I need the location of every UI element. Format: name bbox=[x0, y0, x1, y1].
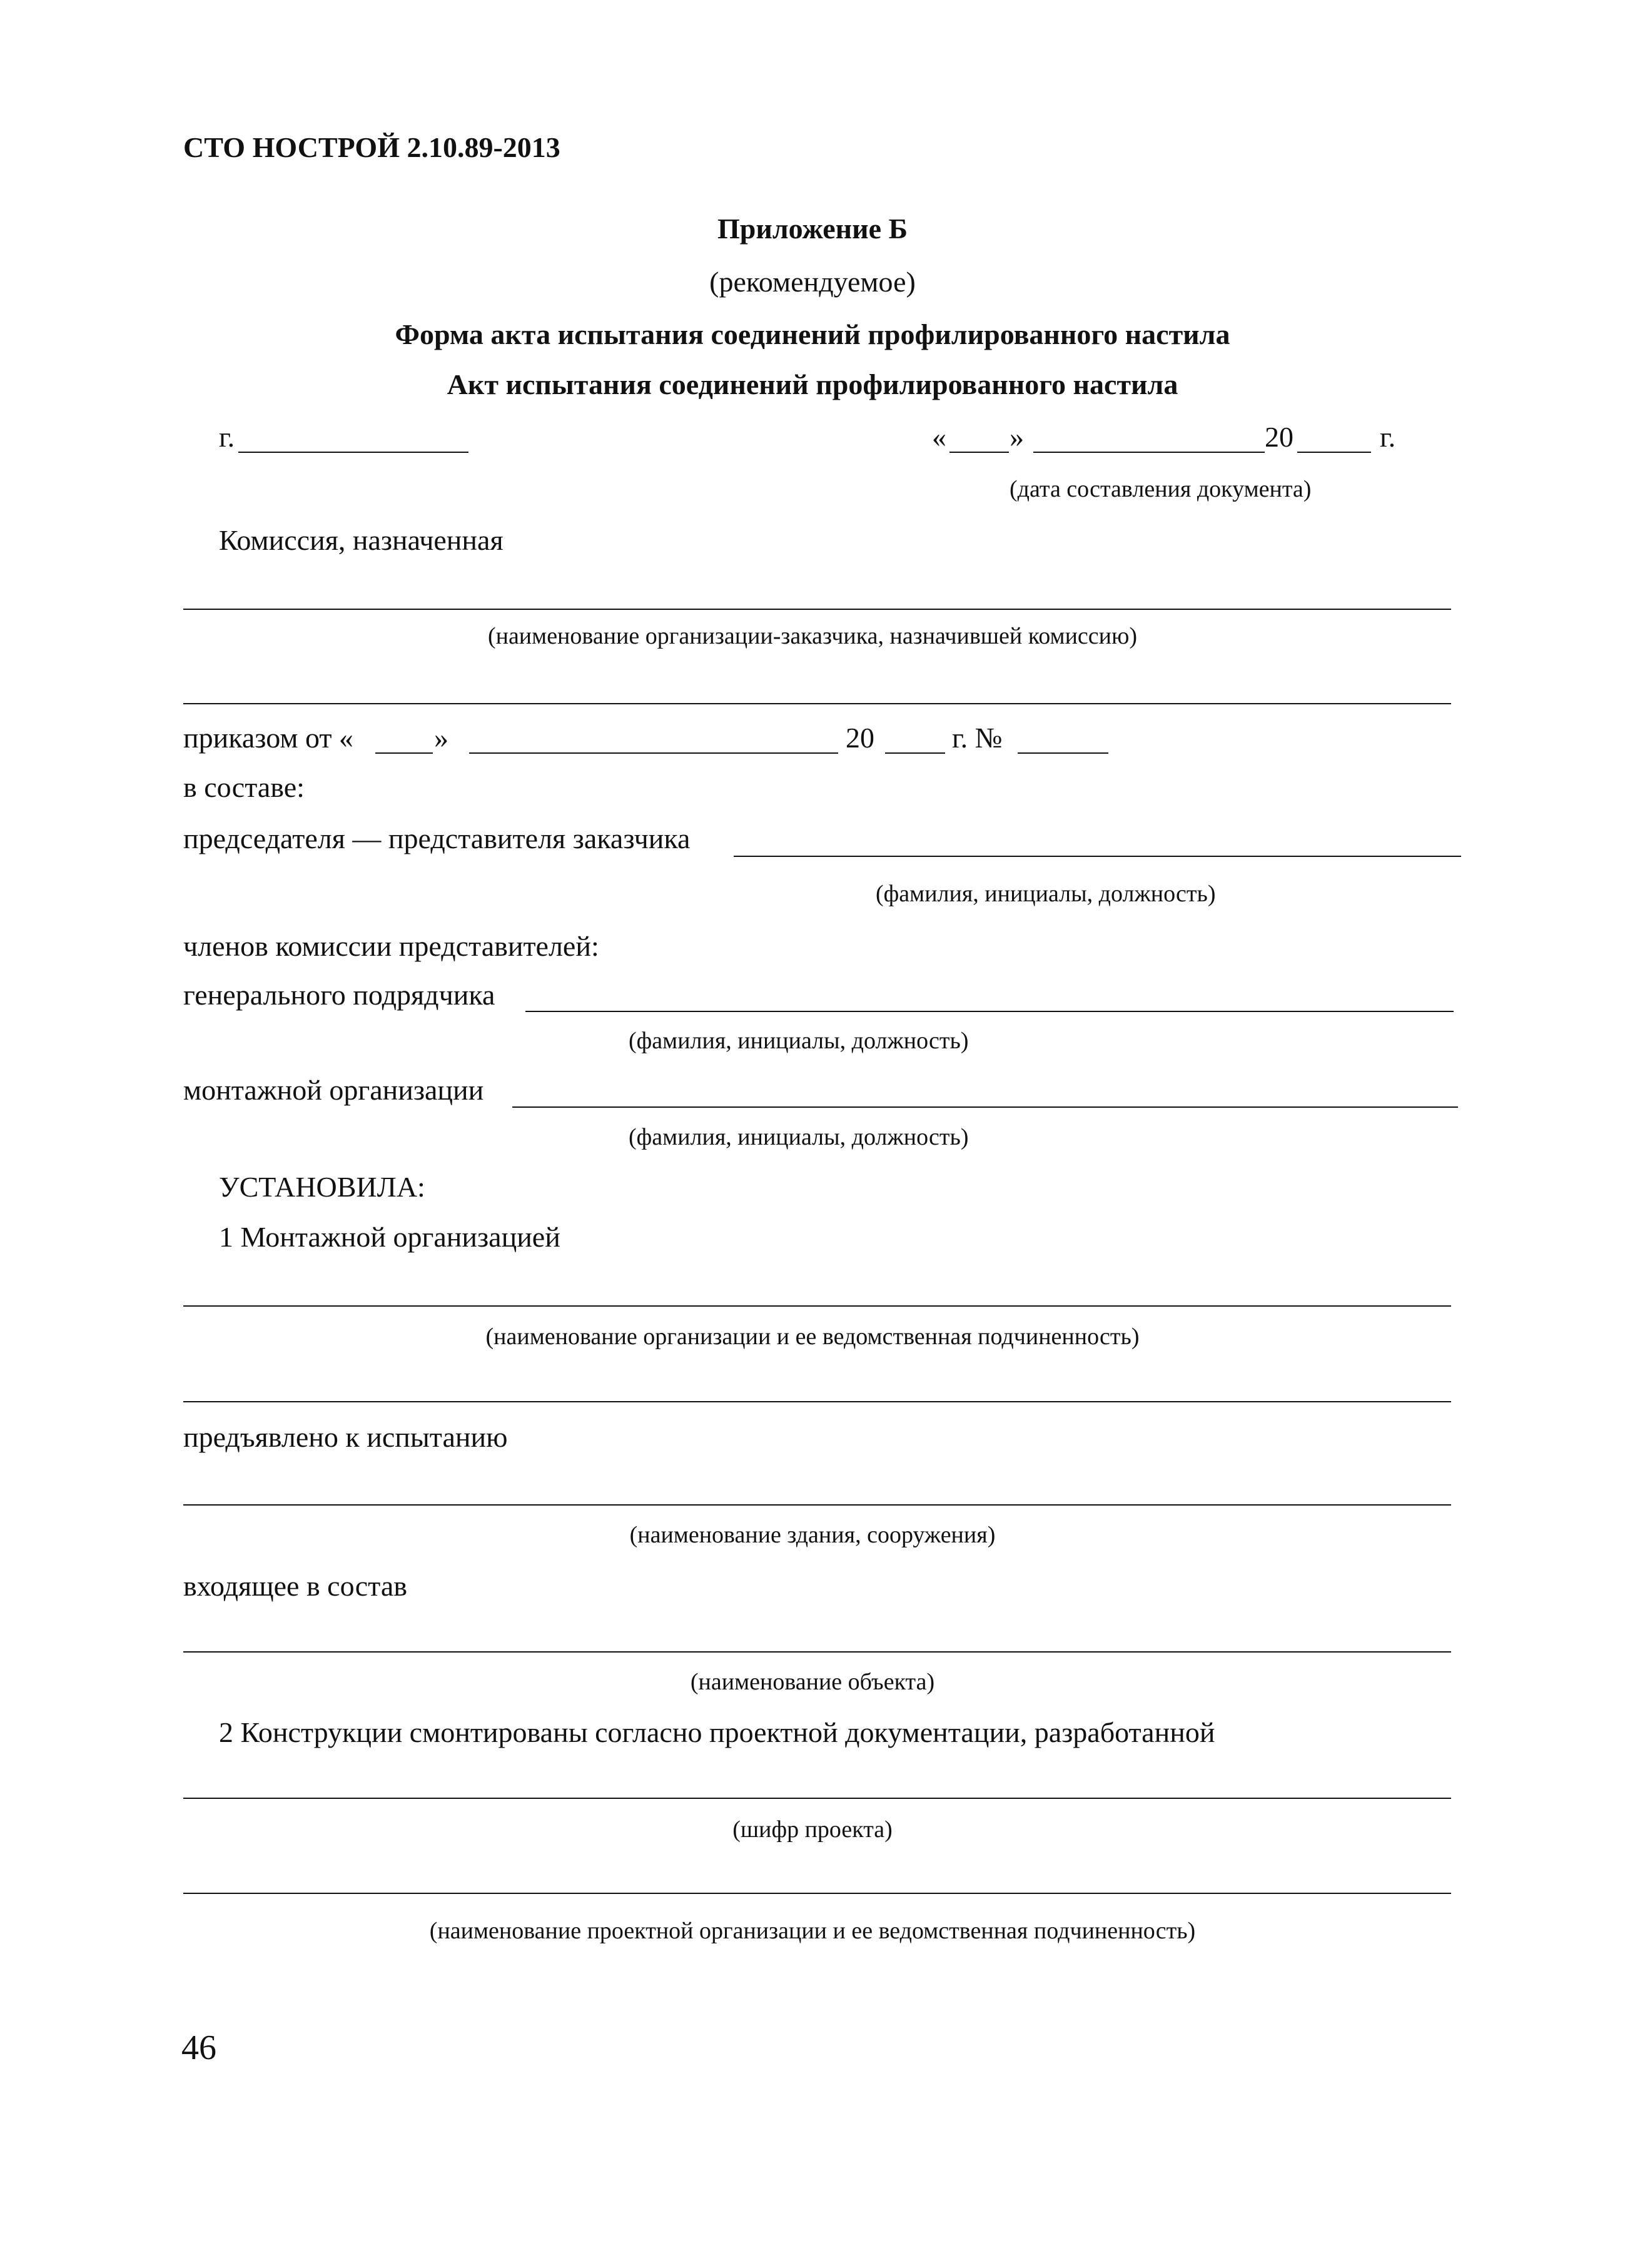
appendix-title: Приложение Б bbox=[717, 213, 908, 245]
commission-intro: Комиссия, назначенная bbox=[219, 524, 504, 556]
installer-org-caption: (наименование организации и ее ведомственная подчиненность) bbox=[485, 1324, 1140, 1350]
general-contractor-field[interactable] bbox=[525, 1011, 1454, 1012]
city-field[interactable] bbox=[238, 452, 468, 453]
day-field[interactable] bbox=[949, 452, 1009, 453]
chairman-field[interactable] bbox=[734, 856, 1461, 857]
designer-field[interactable] bbox=[183, 1893, 1451, 1894]
installer-org-field[interactable] bbox=[183, 1305, 1451, 1307]
year-field[interactable] bbox=[1297, 452, 1371, 453]
order-day-field[interactable] bbox=[375, 752, 433, 754]
item1-text: 1 Монтажной организацией bbox=[219, 1221, 560, 1253]
object-caption: (наименование объекта) bbox=[690, 1669, 935, 1695]
building-caption: (наименование здания, сооружения) bbox=[629, 1522, 996, 1548]
appendix-subtitle: (рекомендуемое) bbox=[709, 266, 916, 298]
order-number-field[interactable] bbox=[1018, 752, 1108, 754]
order-year: 20 bbox=[846, 722, 874, 754]
installer-caption: (фамилия, инициалы, должность) bbox=[629, 1124, 969, 1150]
part-of-label: входящее в состав bbox=[183, 1570, 407, 1602]
org-field-continued[interactable] bbox=[183, 703, 1451, 704]
date-quote-open: « bbox=[932, 421, 946, 453]
act-title: Акт испытания соединений профилированного настила bbox=[447, 368, 1178, 400]
order-prefix: приказом от « bbox=[183, 722, 353, 754]
item2-text: 2 Конструкции смонтированы согласно проектной документации, разработанной bbox=[219, 1716, 1215, 1748]
building-field[interactable] bbox=[183, 1504, 1451, 1506]
general-contractor-label: генерального подрядчика bbox=[183, 979, 495, 1011]
presented-label: предъявлено к испытанию bbox=[183, 1421, 508, 1453]
year-prefix: 20 bbox=[1265, 421, 1293, 453]
general-contractor-caption: (фамилия, инициалы, должность) bbox=[629, 1028, 969, 1054]
order-year-field[interactable] bbox=[885, 752, 945, 754]
composition-label: в составе: bbox=[183, 771, 305, 803]
chairman-label: председателя — представителя заказчика bbox=[183, 823, 691, 854]
month-field[interactable] bbox=[1033, 452, 1265, 453]
city-prefix: г. bbox=[219, 421, 235, 453]
established-heading: УСТАНОВИЛА: bbox=[219, 1171, 425, 1203]
date-caption: (дата составления документа) bbox=[1010, 476, 1312, 502]
form-title: Форма акта испытания соединений профилированного настила bbox=[395, 318, 1230, 350]
installer-org-field-continued[interactable] bbox=[183, 1401, 1451, 1402]
object-field[interactable] bbox=[183, 1651, 1451, 1653]
order-month-field[interactable] bbox=[469, 752, 838, 754]
chairman-caption: (фамилия, инициалы, должность) bbox=[876, 881, 1216, 907]
installer-field[interactable] bbox=[512, 1106, 1458, 1108]
cipher-caption: (шифр проекта) bbox=[732, 1816, 893, 1843]
designer-caption: (наименование проектной организации и ее ведомственная подчиненность) bbox=[429, 1918, 1196, 1944]
date-quote-close: » bbox=[1010, 421, 1024, 453]
order-number-label: г. № bbox=[952, 722, 1003, 754]
document-code: СТО НОСТРОЙ 2.10.89-2013 bbox=[183, 131, 560, 163]
year-suffix: г. bbox=[1380, 421, 1396, 453]
page-number: 46 bbox=[181, 2028, 216, 2067]
order-quote-close: » bbox=[434, 722, 448, 754]
members-label: членов комиссии представителей: bbox=[183, 930, 599, 962]
org-field[interactable] bbox=[183, 609, 1451, 610]
installer-label: монтажной организации bbox=[183, 1074, 484, 1106]
org-caption: (наименование организации-заказчика, назначившей комиссию) bbox=[487, 623, 1138, 649]
cipher-field[interactable] bbox=[183, 1798, 1451, 1799]
